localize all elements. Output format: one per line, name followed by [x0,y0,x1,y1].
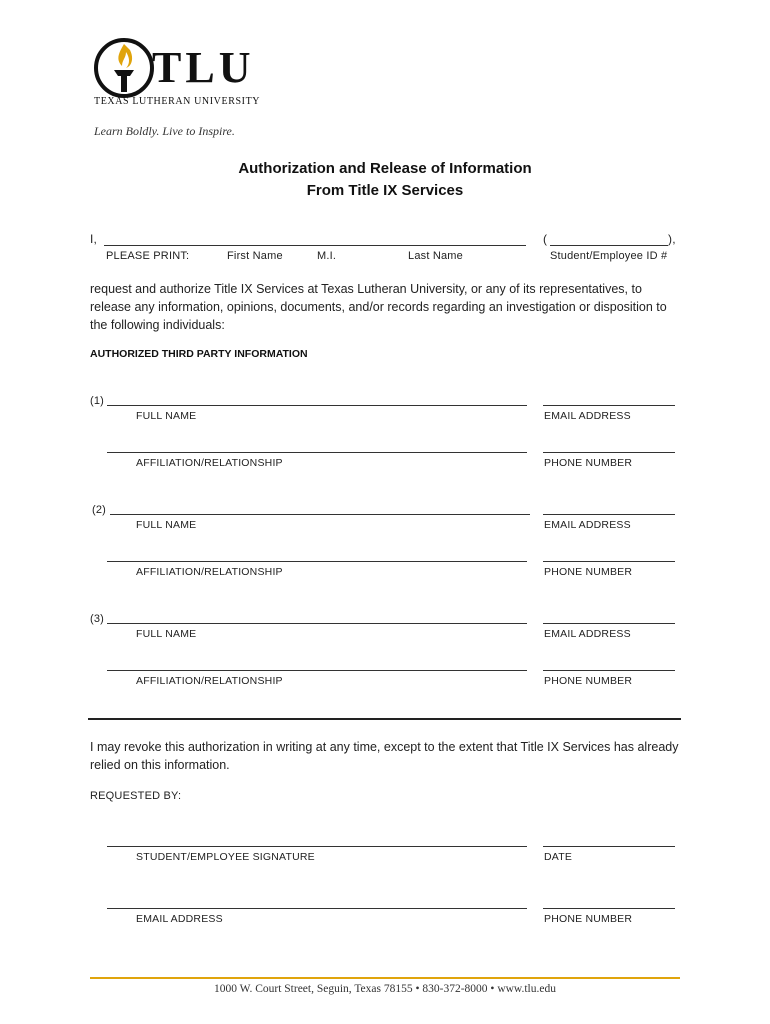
party-3-email-line[interactable] [543,623,675,624]
party-1-phone-label: PHONE NUMBER [544,457,633,469]
party-1-affiliation-line[interactable] [107,452,527,453]
last-name-label: Last Name [408,250,463,262]
name-line[interactable] [104,245,526,246]
party-1-affiliation-label: AFFILIATION/RELATIONSHIP [136,457,283,469]
party-2-name-line[interactable] [110,514,530,515]
party-1-phone-line[interactable] [543,452,675,453]
party-2-name-label: FULL NAME [136,519,197,531]
id-line[interactable] [550,245,668,246]
torch-seal-icon [92,36,156,100]
party-1-email-line[interactable] [543,405,675,406]
student-id-label: Student/Employee ID # [550,250,668,262]
id-paren-open: ( [543,232,548,246]
tagline: Learn Boldly. Live to Inspire. [94,124,235,138]
tlu-logo [92,36,262,108]
requester-email-line[interactable] [107,908,527,909]
requester-phone-label: PHONE NUMBER [544,913,633,925]
party-3-affiliation-label: AFFILIATION/RELATIONSHIP [136,675,283,687]
party-2-email-label: EMAIL ADDRESS [544,519,631,531]
party-1-name-line[interactable] [107,405,527,406]
party-2-phone-line[interactable] [543,561,675,562]
date-line[interactable] [543,846,675,847]
first-name-label: First Name [227,250,283,262]
authorization-paragraph: request and authorize Title IX Services at Texas Lutheran University, or any of its representatives, to release any information, opinions, documents, and/or records regarding an investigation or disposition to the following individuals: [90,282,667,332]
form-title-line2: From Title IX Services [306,182,464,199]
revocation-paragraph: I may revoke this authorization in writing at any time, except to the extent that Title IX Services has already relied on this information. [90,740,679,772]
signature-label: STUDENT/EMPLOYEE SIGNATURE [136,851,315,863]
university-name: TEXAS LUTHERAN UNIVERSITY [94,96,261,107]
footer-rule [90,977,680,979]
id-paren-close: ), [668,232,676,246]
party-2-affiliation-line[interactable] [107,561,527,562]
footer-address: 1000 W. Court Street, Seguin, Texas 78155 • 830-372-8000 • www.tlu.edu [213,983,556,995]
section-divider [88,718,681,720]
intro-prefix: I, [90,232,98,246]
requested-by-label: REQUESTED BY: [90,790,182,802]
form-title-line1: Authorization and Release of Information [238,160,532,177]
please-print-label: PLEASE PRINT: [106,250,190,262]
party-3-affiliation-line[interactable] [107,670,527,671]
party-3-name-line[interactable] [107,623,527,624]
date-label: DATE [544,851,573,863]
section-heading: AUTHORIZED THIRD PARTY INFORMATION [90,348,308,360]
brand-wordmark: TLU [152,43,255,92]
mi-label: M.I. [317,250,337,262]
party-3-email-label: EMAIL ADDRESS [544,628,631,640]
party-3-name-label: FULL NAME [136,628,197,640]
party-3-number: (3) [90,613,105,625]
party-3-phone-label: PHONE NUMBER [544,675,633,687]
signature-line[interactable] [107,846,527,847]
party-1-name-label: FULL NAME [136,410,197,422]
party-1-email-label: EMAIL ADDRESS [544,410,631,422]
party-2-number: (2) [92,504,107,516]
party-3-phone-line[interactable] [543,670,675,671]
requester-phone-line[interactable] [543,908,675,909]
party-2-email-line[interactable] [543,514,675,515]
requester-email-label: EMAIL ADDRESS [136,913,223,925]
party-1-number: (1) [90,395,105,407]
party-2-affiliation-label: AFFILIATION/RELATIONSHIP [136,566,283,578]
party-2-phone-label: PHONE NUMBER [544,566,633,578]
